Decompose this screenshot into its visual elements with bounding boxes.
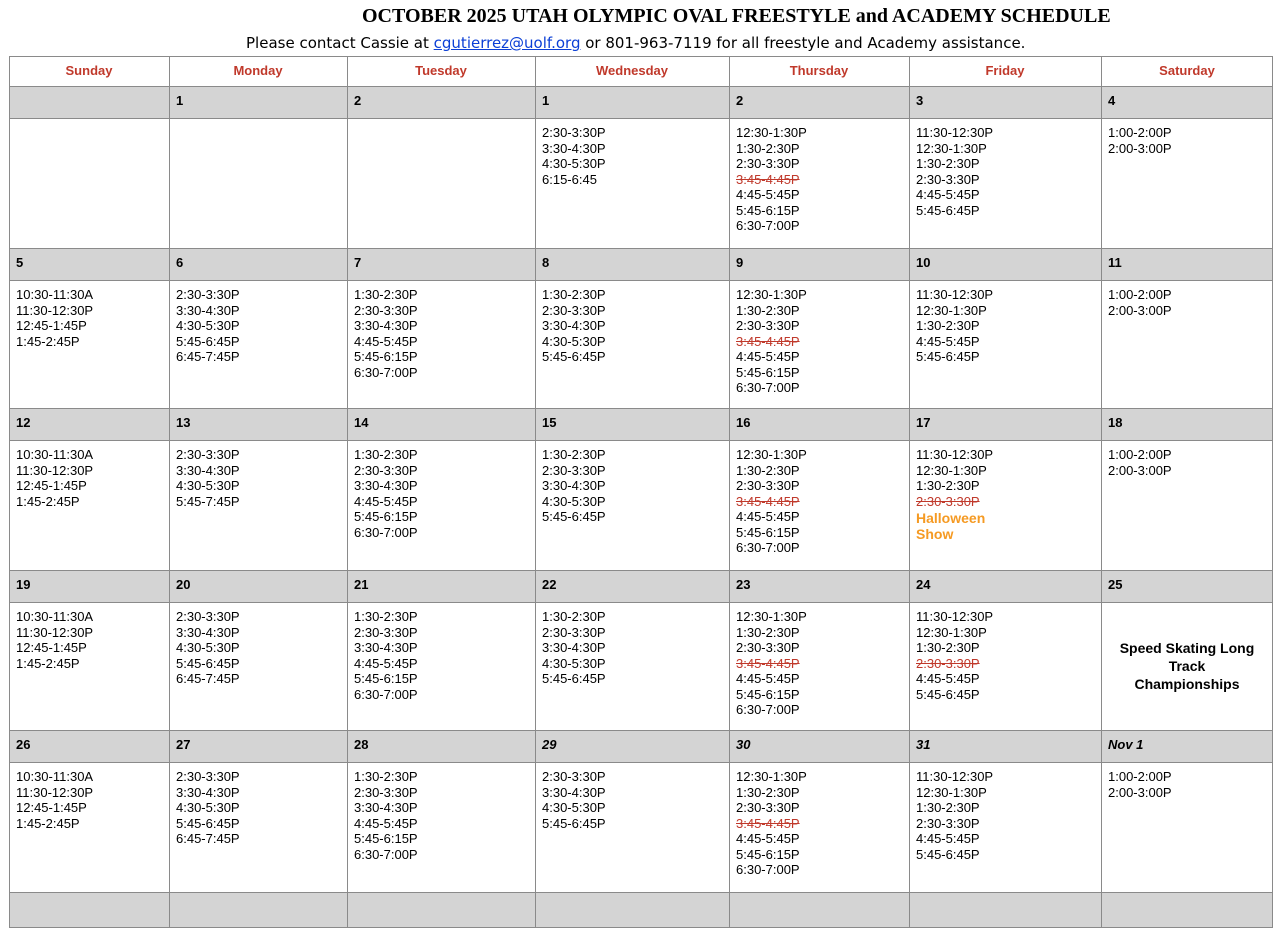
session-time: 6:30-7:00P — [354, 524, 418, 540]
session-time: 4:45-5:45P — [736, 349, 800, 364]
day-header-monday: Monday — [233, 63, 283, 78]
session-time: 5:45-6:45P — [542, 349, 606, 364]
grid-line — [9, 56, 10, 928]
session-time: 12:30-1:30P — [916, 624, 987, 640]
session-list — [736, 609, 904, 749]
session-time: 1:30-2:30P — [736, 784, 800, 800]
date-number: 27 — [176, 737, 191, 752]
session-time: 3:30-4:30P — [354, 478, 418, 493]
session-time: 3:45-4:45P — [736, 333, 800, 349]
session-time: 1:30-2:30P — [542, 447, 606, 462]
session-time: 4:30-5:30P — [176, 318, 240, 333]
session-time: 3:45-4:45P — [736, 493, 800, 509]
session-list — [176, 447, 342, 587]
session-time: 5:45-6:45P — [542, 815, 606, 831]
date-number: 1 — [542, 93, 550, 108]
grid-line — [9, 602, 1273, 603]
session-time: 10:30-11:30A — [16, 447, 94, 462]
session-time: 5:45-6:45P — [542, 671, 606, 686]
date-number: 9 — [736, 255, 744, 270]
session-time: 11:30-12:30P — [916, 609, 994, 624]
session-time: 1:30-2:30P — [916, 318, 980, 333]
calendar-grid — [9, 56, 1273, 928]
date-number: 17 — [916, 415, 931, 430]
event-note: Halloween Show — [916, 510, 986, 542]
session-time: 2:30-3:30P — [736, 318, 800, 333]
session-time: 1:30-2:30P — [354, 447, 418, 462]
session-time: 5:45-6:45P — [176, 815, 240, 831]
session-list — [176, 609, 342, 749]
session-time: 4:45-5:45P — [916, 333, 980, 349]
session-time: 3:30-4:30P — [542, 478, 606, 493]
date-bar — [9, 86, 1273, 118]
session-time: 3:30-4:30P — [176, 302, 240, 318]
session-time: 5:45-6:45P — [176, 655, 240, 671]
session-list — [542, 447, 724, 587]
date-number: 3 — [916, 93, 924, 108]
day-header-tuesday: Tuesday — [415, 63, 467, 78]
date-number: 23 — [736, 577, 751, 592]
grid-line — [169, 56, 170, 928]
session-time: 4:45-5:45P — [736, 831, 800, 846]
grid-line — [9, 118, 1273, 119]
session-time: 11:30-12:30P — [916, 769, 994, 784]
session-time: 1:30-2:30P — [916, 156, 980, 171]
session-time: 12:30-1:30P — [736, 447, 807, 462]
contact-text-after: or 801-963-7119 for all freestyle and Academy assistance. — [580, 34, 1026, 52]
session-time: 12:30-1:30P — [916, 302, 987, 318]
date-number: 15 — [542, 415, 557, 430]
session-time: 2:30-3:30P — [542, 769, 606, 784]
date-number: 30 — [736, 737, 751, 752]
session-time: 2:30-3:30P — [916, 815, 980, 831]
date-number: 12 — [16, 415, 31, 430]
session-time: 1:45-2:45P — [16, 655, 80, 671]
session-time: 1:30-2:30P — [542, 287, 606, 302]
session-time: 10:30-11:30A — [16, 769, 94, 784]
date-number: 8 — [542, 255, 550, 270]
session-time: 4:30-5:30P — [176, 800, 240, 815]
session-time: 5:45-6:45P — [916, 686, 980, 702]
session-time: 3:45-4:45P — [736, 815, 800, 831]
session-time: 4:30-5:30P — [176, 478, 240, 493]
session-time: 6:30-7:00P — [736, 862, 800, 877]
contact-text-before: Please contact Cassie at — [246, 34, 434, 52]
session-list — [16, 447, 164, 587]
date-number: 2 — [736, 93, 744, 108]
grid-line — [535, 56, 536, 928]
session-time: 5:45-6:45P — [176, 333, 240, 349]
session-time: 2:30-3:30P — [736, 478, 800, 493]
session-time: 6:30-7:00P — [736, 540, 800, 555]
session-time: 2:30-3:30P — [916, 655, 980, 671]
session-time: 12:30-1:30P — [916, 784, 987, 800]
session-time: 12:30-1:30P — [736, 609, 807, 624]
session-list — [542, 287, 724, 427]
date-number: 2 — [354, 93, 362, 108]
date-number: 1 — [176, 93, 184, 108]
session-time: 1:45-2:45P — [16, 815, 80, 831]
session-time: 6:30-7:00P — [354, 846, 418, 862]
date-number: 13 — [176, 415, 191, 430]
session-list — [736, 447, 904, 587]
session-time: 2:00-3:00P — [1108, 784, 1172, 800]
session-time: 4:45-5:45P — [916, 187, 980, 202]
session-list — [916, 609, 1096, 749]
contact-email-link[interactable]: cgutierrez@uolf.org — [433, 34, 581, 52]
session-time: 4:30-5:30P — [542, 655, 606, 671]
session-time: 2:30-3:30P — [176, 287, 240, 302]
date-number: 5 — [16, 255, 24, 270]
session-list — [1108, 447, 1268, 587]
session-list — [1108, 769, 1268, 909]
session-time: 5:45-6:15P — [736, 524, 800, 540]
session-list — [916, 287, 1096, 427]
session-time: 4:45-5:45P — [354, 333, 418, 349]
grid-line — [347, 56, 348, 928]
session-time: 1:00-2:00P — [1108, 447, 1172, 462]
session-time: 12:30-1:30P — [916, 140, 987, 156]
session-time: 12:45-1:45P — [16, 640, 87, 655]
session-time: 10:30-11:30A — [16, 287, 94, 302]
session-time: 1:30-2:30P — [916, 640, 980, 655]
session-time: 1:30-2:30P — [736, 624, 800, 640]
date-number: 6 — [176, 255, 184, 270]
session-time: 1:30-2:30P — [354, 609, 418, 624]
session-time: 5:45-6:15P — [354, 349, 418, 364]
session-time: 1:45-2:45P — [16, 333, 80, 349]
session-time: 4:45-5:45P — [916, 831, 980, 846]
session-time: 3:45-4:45P — [736, 655, 800, 671]
session-time: 4:45-5:45P — [354, 655, 418, 671]
session-time: 5:45-6:15P — [736, 846, 800, 862]
session-time: 1:45-2:45P — [16, 493, 80, 509]
session-time: 6:30-7:00P — [354, 364, 418, 380]
session-time: 1:30-2:30P — [354, 769, 418, 784]
session-list — [354, 447, 530, 587]
session-time: 12:30-1:30P — [736, 769, 807, 784]
session-time: 3:45-4:45P — [736, 171, 800, 187]
session-time: 2:30-3:30P — [736, 800, 800, 815]
date-number: 24 — [916, 577, 931, 592]
grid-line — [9, 86, 1273, 87]
grid-line — [9, 762, 1273, 763]
session-time: 1:30-2:30P — [736, 140, 800, 156]
session-time: 3:30-4:30P — [542, 318, 606, 333]
session-list — [16, 769, 164, 909]
session-time: 2:00-3:00P — [1108, 302, 1172, 318]
session-time: 4:30-5:30P — [542, 800, 606, 815]
grid-line — [1272, 56, 1273, 928]
date-number: 22 — [542, 577, 557, 592]
session-time: 5:45-6:15P — [354, 671, 418, 686]
date-number: 19 — [16, 577, 31, 592]
session-time: 4:45-5:45P — [354, 493, 418, 509]
session-time: 11:30-12:30P — [16, 302, 94, 318]
session-time: 1:00-2:00P — [1108, 125, 1172, 140]
contact-line — [246, 34, 1146, 52]
session-time: 3:30-4:30P — [542, 640, 606, 655]
session-time: 1:30-2:30P — [916, 800, 980, 815]
session-time: 12:30-1:30P — [916, 462, 987, 478]
session-time: 10:30-11:30A — [16, 609, 94, 624]
date-number: 10 — [916, 255, 931, 270]
session-time: 5:45-6:45P — [916, 846, 980, 862]
session-list — [16, 609, 164, 749]
session-list — [176, 769, 342, 909]
session-time: 1:30-2:30P — [542, 609, 606, 624]
session-time: 2:30-3:30P — [354, 302, 418, 318]
session-list — [916, 447, 1096, 587]
session-time: 11:30-12:30P — [16, 784, 94, 800]
session-time: 3:30-4:30P — [176, 784, 240, 800]
date-number: 16 — [736, 415, 751, 430]
session-list — [176, 287, 342, 427]
session-time: 5:45-6:45P — [916, 349, 980, 364]
grid-line — [909, 56, 910, 928]
session-time: 2:30-3:30P — [542, 302, 606, 318]
session-time: 11:30-12:30P — [916, 287, 994, 302]
grid-line — [729, 56, 730, 928]
session-time: 5:45-6:45P — [916, 202, 980, 218]
session-list — [354, 287, 530, 427]
session-time: 3:30-4:30P — [354, 640, 418, 655]
session-time: 2:30-3:30P — [176, 447, 240, 462]
day-header-friday: Friday — [985, 63, 1025, 78]
session-time: 6:45-7:45P — [176, 831, 240, 846]
session-time: 2:00-3:00P — [1108, 140, 1172, 156]
session-time: 4:45-5:45P — [736, 509, 800, 524]
session-list — [736, 287, 904, 427]
session-time: 2:30-3:30P — [916, 171, 980, 187]
date-number: 14 — [354, 415, 369, 430]
session-time: 12:45-1:45P — [16, 478, 87, 493]
session-time: 5:45-6:15P — [736, 364, 800, 380]
session-time: 3:30-4:30P — [354, 318, 418, 333]
session-time: 2:00-3:00P — [1108, 462, 1172, 478]
session-time: 4:30-5:30P — [176, 640, 240, 655]
session-time: 2:30-3:30P — [354, 462, 418, 478]
session-list — [354, 609, 530, 749]
session-time: 4:30-5:30P — [542, 156, 606, 171]
session-time: 2:30-3:30P — [354, 624, 418, 640]
session-list — [1108, 287, 1268, 427]
session-list — [16, 287, 164, 427]
session-time: 1:30-2:30P — [916, 478, 980, 493]
session-list — [736, 769, 904, 909]
session-time: 4:45-5:45P — [736, 187, 800, 202]
session-list — [542, 125, 724, 265]
session-time: 2:30-3:30P — [916, 493, 980, 509]
date-number: 28 — [354, 737, 369, 752]
session-time: 4:45-5:45P — [916, 671, 980, 686]
session-time: 11:30-12:30P — [16, 624, 94, 640]
date-number: 21 — [354, 577, 369, 592]
session-time: 6:30-7:00P — [736, 380, 800, 395]
session-time: 12:45-1:45P — [16, 800, 87, 815]
session-time: 4:45-5:45P — [354, 815, 418, 831]
date-number: 20 — [176, 577, 191, 592]
page-title: OCTOBER 2025 UTAH OLYMPIC OVAL FREESTYLE and ACADEMY SCHEDULE — [362, 5, 1111, 27]
session-time: 2:30-3:30P — [736, 640, 800, 655]
session-list — [916, 125, 1096, 265]
day-header-sunday: Sunday — [65, 63, 113, 78]
session-time: 1:00-2:00P — [1108, 769, 1172, 784]
day-header-saturday: Saturday — [1159, 63, 1215, 78]
session-time: 11:30-12:30P — [916, 447, 994, 462]
session-list — [354, 769, 530, 909]
date-number: 26 — [16, 737, 31, 752]
session-time: 11:30-12:30P — [16, 462, 94, 478]
session-time: 3:30-4:30P — [176, 462, 240, 478]
session-time: 12:30-1:30P — [736, 125, 807, 140]
session-time: 4:30-5:30P — [542, 493, 606, 509]
session-time: 2:30-3:30P — [542, 462, 606, 478]
date-number: 7 — [354, 255, 362, 270]
grid-line — [1101, 56, 1102, 928]
session-time: 3:30-4:30P — [542, 784, 606, 800]
session-time: 2:30-3:30P — [176, 609, 240, 624]
session-time: 5:45-6:15P — [354, 509, 418, 524]
day-header-thursday: Thursday — [789, 63, 849, 78]
session-time: 1:00-2:00P — [1108, 287, 1172, 302]
session-time: 5:45-6:15P — [736, 686, 800, 702]
session-time: 2:30-3:30P — [542, 125, 606, 140]
session-time: 6:45-7:45P — [176, 671, 240, 686]
session-time: 5:45-7:45P — [176, 493, 240, 509]
session-time: 5:45-6:15P — [736, 202, 800, 218]
session-list — [542, 609, 724, 749]
grid-line — [9, 440, 1273, 441]
session-time: 1:30-2:30P — [736, 462, 800, 478]
session-time: 5:45-6:45P — [542, 509, 606, 524]
session-time: 3:30-4:30P — [542, 140, 606, 156]
session-time: 2:30-3:30P — [176, 769, 240, 784]
date-number: 11 — [1108, 255, 1122, 270]
session-time: 2:30-3:30P — [736, 156, 800, 171]
grid-line — [9, 280, 1273, 281]
session-time: 2:30-3:30P — [354, 784, 418, 800]
session-time: 6:30-7:00P — [736, 218, 800, 233]
date-number: 31 — [916, 737, 931, 752]
date-number: 25 — [1108, 577, 1123, 592]
session-time: 1:30-2:30P — [736, 302, 800, 318]
session-time: 3:30-4:30P — [354, 800, 418, 815]
event-label: Speed Skating Long Track Championships — [1119, 640, 1255, 692]
session-list — [736, 125, 904, 265]
session-time: 3:30-4:30P — [176, 624, 240, 640]
session-list — [916, 769, 1096, 909]
session-time: 2:30-3:30P — [542, 624, 606, 640]
session-time: 6:15-6:45 — [542, 171, 597, 187]
grid-line — [9, 927, 1273, 928]
date-number: 29 — [542, 737, 557, 752]
session-time: 12:45-1:45P — [16, 318, 87, 333]
session-time: 4:30-5:30P — [542, 333, 606, 349]
day-header-wednesday: Wednesday — [595, 63, 668, 78]
session-list — [1108, 125, 1268, 265]
date-number: Nov 1 — [1108, 737, 1144, 752]
session-time: 6:30-7:00P — [736, 702, 800, 717]
session-list — [542, 769, 724, 909]
session-time: 5:45-6:15P — [354, 831, 418, 846]
session-time: 4:45-5:45P — [736, 671, 800, 686]
session-time: 6:45-7:45P — [176, 349, 240, 364]
session-time: 11:30-12:30P — [916, 125, 994, 140]
session-time: 1:30-2:30P — [354, 287, 418, 302]
date-number: 4 — [1108, 93, 1116, 108]
session-time: 12:30-1:30P — [736, 287, 807, 302]
date-number: 18 — [1108, 415, 1123, 430]
session-time: 6:30-7:00P — [354, 686, 418, 702]
